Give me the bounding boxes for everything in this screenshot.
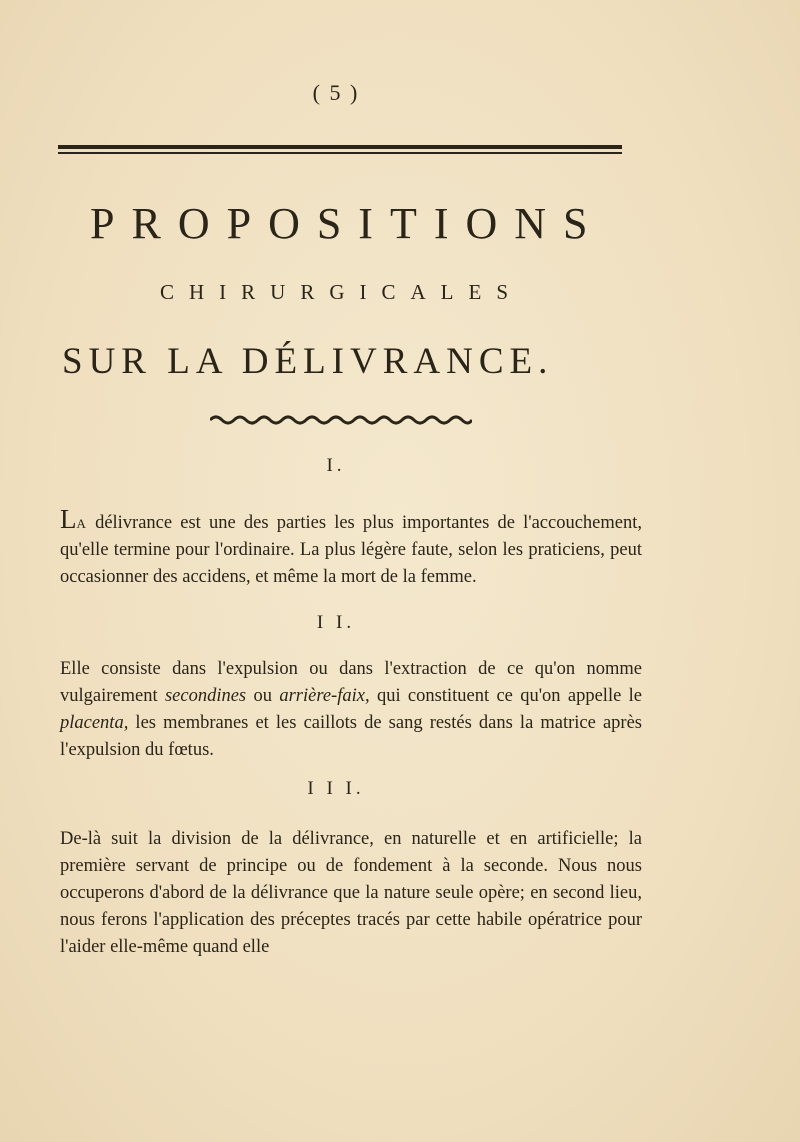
header-rule-thick (58, 145, 622, 149)
title-propositions: PROPOSITIONS (90, 199, 605, 248)
italic-placenta: placenta, (60, 713, 129, 733)
italic-secondines: secondines (164, 686, 247, 706)
header-rule-thin (58, 152, 622, 154)
paragraph-2 (60, 656, 642, 764)
section-numeral-3: I I I. (307, 778, 365, 799)
paragraph-1-text: délivrance est une des parties les plus importantes de l'accouchement, qu'elle termine pour l'ordinaire. La plus légère faute, selon les praticiens, peut occasionner des accidens, et même la mort de la femme. (60, 513, 642, 587)
paragraph-2-text-c: qui constituent ce qu'on appelle le (369, 686, 642, 706)
ornament-divider (210, 414, 472, 426)
section-numeral-1: I. (326, 455, 346, 476)
page-number: ( 5 ) (312, 80, 360, 105)
smallcap-letter: A (76, 516, 87, 531)
italic-arriere-faix: arrière-faix, (279, 686, 370, 706)
paragraph-2-text-d: les membranes et les caillots de sang restés dans la matrice après l'expulsion du fœtus. (60, 713, 642, 760)
dropcap-letter: L (60, 504, 77, 534)
paragraph-2-text-a: Elle consiste dans l'expulsion ou dans l'extraction de ce qu'on nomme vulgairement (60, 659, 642, 706)
section-numeral-2: I I. (316, 612, 356, 633)
paragraph-3: De-là suit la division de la délivrance, en naturelle et en artificielle; la première servant de principe ou de fondement à la seconde. Nous nous occuperons d'abord de la délivrance que la nature seule opère; en second lieu, nous ferons l'application des préceptes tracés par cette habile opératrice pour l'aider elle-même quand elle (60, 829, 642, 957)
paragraph-1 (60, 506, 642, 591)
title-sur-la-delivrance: SUR LA DÉLIVRANCE. (62, 341, 554, 382)
paragraph-2-text-b: ou (246, 686, 280, 706)
title-chirurgicales: CHIRURGICALES (160, 280, 524, 304)
